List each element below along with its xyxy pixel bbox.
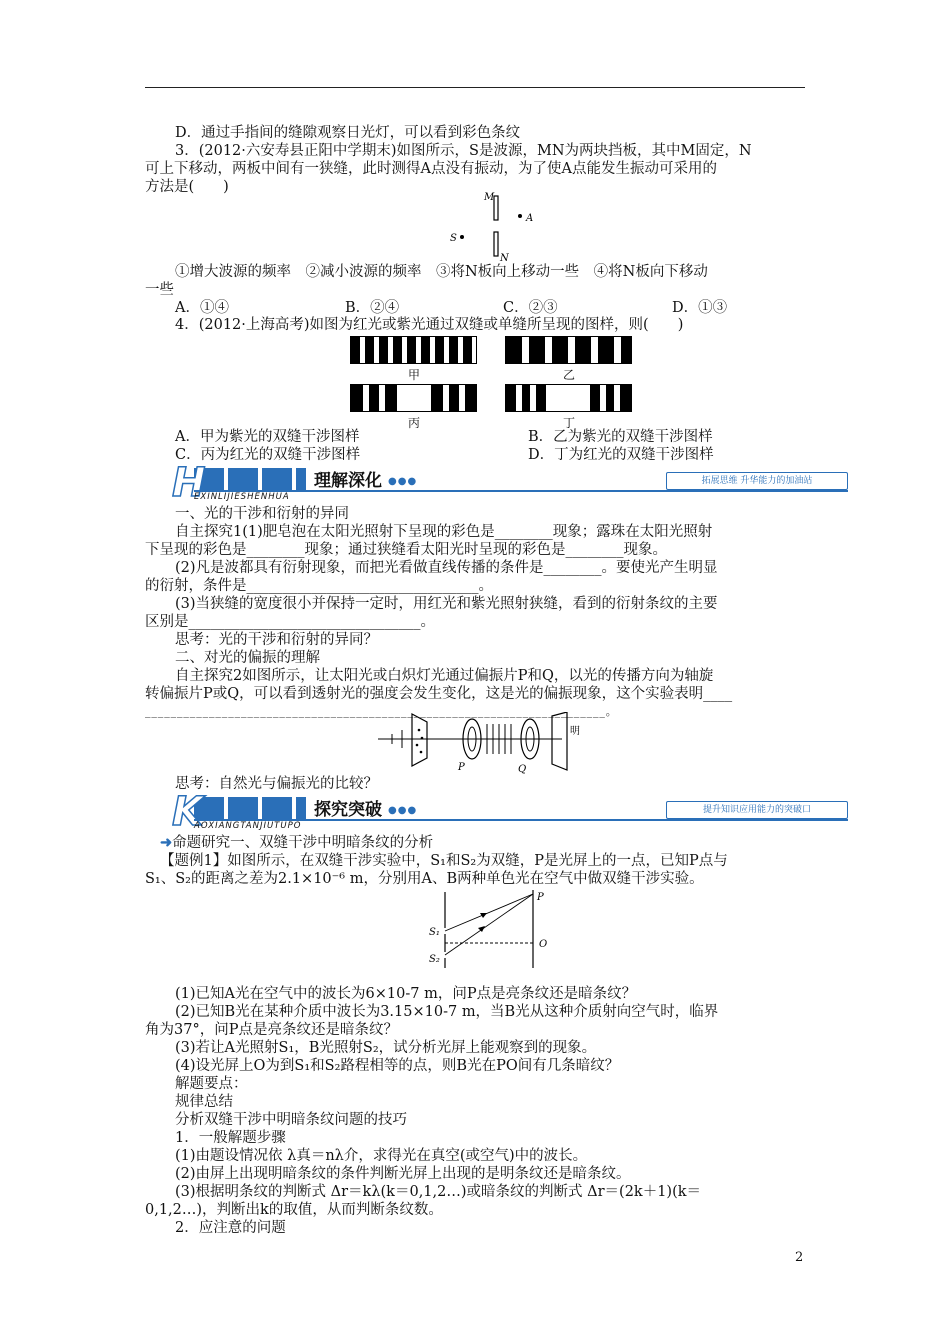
example1-line1: 【题例1】如图所示，在双缝干涉实验中，S₁和S₂为双缝，P是光屏上的一点，已知P点与 [160,853,728,869]
key-points: 解题要点： [175,1076,248,1092]
tip-1b: (2)由屏上出现明暗条纹的条件判断光屏上出现的是明条纹还是暗条纹。 [175,1166,631,1182]
section2-heading: 二、对光的偏振的理解 [175,650,320,666]
label-s: S [450,233,457,244]
s1-p1a: 自主探究1(1)肥皂泡在太阳光照射下呈现的彩色是________现象；露珠在太阳光照射 [175,524,713,540]
topic-text: 命题研究一、双缝干涉中明暗条纹的分析 [172,835,434,851]
s1-p2b: 的衍射，条件是________________________________。 [145,578,493,594]
example1-line2: S₁、S₂的距离之差为2.1×10⁻⁶ m，分别用A、B两种单色光在空气中做双缝干涉实验。 [145,871,704,887]
banner-blocks [194,468,306,490]
example1-q1: (1)已知A光在空气中的波长为6×10-7 m，问P点是亮条纹还是暗条纹？ [175,986,637,1002]
label-jia: 甲 [408,368,421,382]
q4-option-b: B．乙为紫光的双缝干涉图样 [528,429,713,445]
double-slit-figure [425,888,565,970]
barrier-figure [440,190,550,265]
label-n: N [500,253,509,264]
q4-option-c: C．丙为红光的双缝干涉图样 [175,447,361,463]
banner-line [194,490,848,492]
label-bing: 丙 [408,416,421,430]
q3-options-line2: 一些 [145,282,174,298]
s1-p3a: (3)当狭缝的宽度很小并保持一定时，用红光和紫光照射狭缝，看到的衍射条纹的主要 [175,596,718,612]
q4-option-d: D．丁为红光的双缝干涉图样 [528,447,714,463]
fringe-bing [350,384,477,412]
label-ding: 丁 [563,416,576,430]
tip-1: 1．一般解题步骤 [175,1130,286,1146]
screen [552,712,567,770]
tip-1a: (1)由题设情况依 λ真＝nλ介，求得光在真空(或空气)中的波长。 [175,1148,588,1164]
barrier-m [494,196,498,220]
fringe-jia [350,336,477,364]
q3-answer-c: C．②③ [503,300,558,316]
label-q: Q [518,764,527,774]
s2-think: 思考：自然光与偏振光的比较？ [175,776,378,792]
banner-dots: ●●● [388,805,418,816]
barrier-n [494,232,498,256]
label-bright: 明 [570,726,580,737]
s1-p1b: 下呈现的彩色是________现象；通过狭缝看太阳光时呈现的彩色是________现象。 [145,542,667,558]
tip-1c-line2: 0,1,2…)，判断出k的取值，从而判断条纹数。 [145,1202,443,1218]
section-banner-breakthrough [172,789,848,835]
banner-slogan: 拓展思维 升华能力的加油站 [666,472,848,490]
example1-q3: (3)若让A光照射S₁，B光照射S₂，试分析光屏上能观察到的现象。 [175,1040,597,1056]
s2-p1: 自主探究2如图所示，让太阳光或白炽灯光通过偏振片P和Q，以光的传播方向为轴旋 [175,668,714,684]
label-a: A [526,213,534,224]
label-p: P [458,762,465,773]
s2-p3: ________________________________________________________________________。 [145,705,618,718]
label-s1: S₁ [429,927,440,938]
source-s [460,235,464,239]
label-p: P [537,892,544,903]
tip-1c-line1: (3)根据明条纹的判断式 Δr＝kλ(k＝0,1,2…)或暗条纹的判断式 Δr＝(2k＋1)(k＝ [175,1184,702,1200]
banner-letter: H [172,460,206,506]
banner-title: 理解深化 [314,471,382,491]
label-s2: S₂ [429,954,440,965]
polarizer-figure [372,712,592,774]
q3-answer-a: A．①④ [175,300,229,316]
banner-pinyin: AOXIANGTANJIUTUPO [194,821,302,831]
example1-q2b: 角为37°，问P点是亮条纹还是暗条纹？ [145,1022,398,1038]
banner-dots: ●●● [388,476,418,487]
example1-q2a: (2)已知B光在某种介质中波长为3.15×10-7 m，当B光从这种介质射向空气时，临界 [175,1004,719,1020]
label-m: M [484,192,495,203]
q3-answer-b: B．②④ [345,300,400,316]
tip-heading: 分析双缝干涉中明暗条纹问题的技巧 [175,1112,407,1128]
q3-options-line1: ①增大波源的频率 ②减小波源的频率 ③将N板向上移动一些 ④将N板向下移动 [175,264,708,280]
q3-line1: 3．(2012·六安寿县正阳中学期末)如图所示，S是波源，MN为两块挡板，其中M固定，N [175,143,752,159]
arrow-icon: ➜ [160,834,173,851]
banner-pinyin: EXINLIJIESHENHUA [194,492,290,502]
q4-stem: 4．(2012·上海高考)如图为红光或紫光通过双缝或单缝所呈现的图样，则( ) [175,317,684,333]
header-rule [145,87,805,88]
point-a [518,214,522,218]
tip-2: 2．应注意的问题 [175,1220,286,1236]
fringe-yi [505,336,632,364]
q4-option-a: A．甲为紫光的双缝干涉图样 [175,429,360,445]
s1-think: 思考：光的干涉和衍射的异同？ [175,632,378,648]
s1-p3b: 区别是________________________________。 [145,614,435,630]
banner-title: 探究突破 [314,800,382,820]
fringe-ding [505,384,632,412]
option-d: D．通过手指间的缝隙观察日光灯，可以看到彩色条纹 [175,125,521,141]
banner-letter: K [172,789,203,835]
s2-p2: 转偏振片P或Q，可以看到透射光的强度会发生变化，这是光的偏振现象，这个实验表明____ [145,686,733,702]
section-banner-understanding [172,460,848,506]
label-o: O [539,939,548,950]
example1-q4: (4)设光屏上O为到S₁和S₂路程相等的点，则B光在PO间有几条暗纹？ [175,1058,620,1074]
q3-line2: 可上下移动，两板中间有一狭缝，此时测得A点没有振动，为了使A点能发生振动可采用的 [145,161,717,177]
q3-line3: 方法是( ) [145,179,229,195]
light-source [412,714,427,766]
label-yi: 乙 [563,368,576,382]
s1-p2a: (2)凡是波都具有衍射现象，而把光看做直线传播的条件是________。要使光产生明显 [175,560,718,576]
page-number: 2 [795,1250,804,1265]
topic-heading [160,834,433,852]
rule-summary: 规律总结 [175,1094,233,1110]
q3-answer-d: D．①③ [672,300,728,316]
banner-blocks [194,797,306,819]
section1-heading: 一、光的干涉和衍射的异同 [175,506,349,522]
banner-slogan: 提升知识应用能力的突破口 [666,801,848,819]
